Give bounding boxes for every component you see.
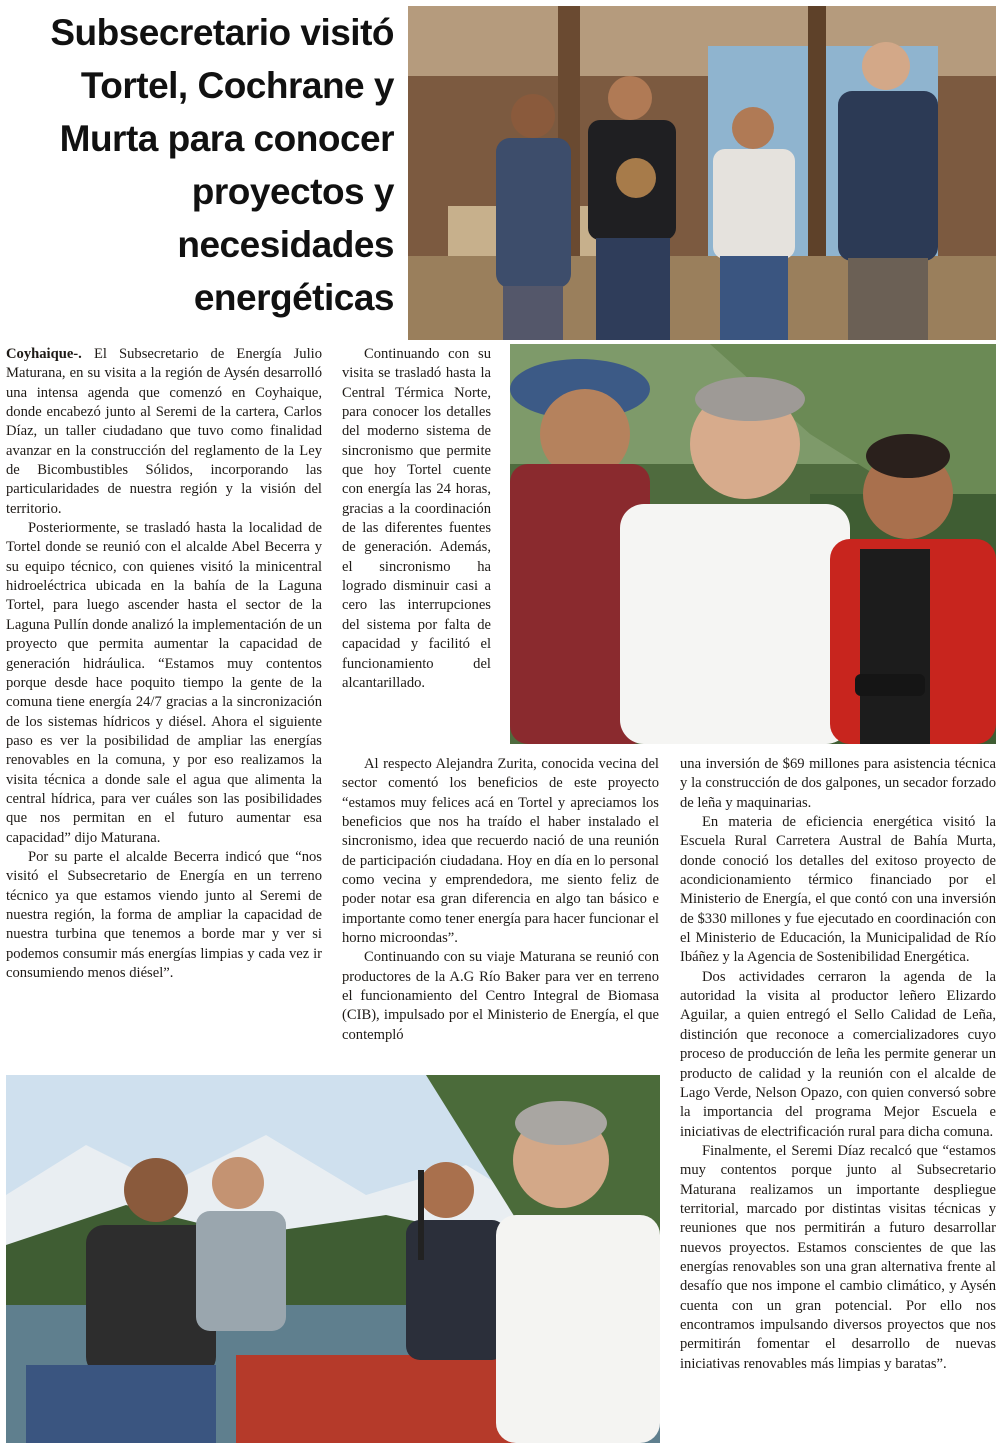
article-column-1 — [6, 345, 322, 1070]
paragraph: Al respecto Alejandra Zurita, conocida vecina del sector comentó los beneficios de este proyecto “estamos muy felices acá en Tortel y apreciamos los beneficios que nos ha traído el haber instalado el sincronismo, idea que recuerdo nació de una reunión de participación ciudadana. Hoy en día en lo personal como vecina y emprendedora, me siento feliz de poder notar esa gran diferencia en algo tan básico e importante como tener energía para hacer funcionar el horno microondas”. — [342, 756, 659, 947]
paragraph: Continuando con su visita se trasladó hasta la Central Térmica Norte, para conocer los detalles del moderno sistema de sincronismo que permite que hoy Tortel cuente con energía las 24 horas, gracias a la coordinación de las diferentes fuentes de generación. Además, el sincronismo ha logrado disminuir casi a cero las interrupciones del sistema por falta de capacidad y facilitó el funcionamiento del alcantarillado. — [342, 346, 491, 691]
article-column-2-bottom — [342, 755, 659, 1067]
paragraph: En materia de eficiencia energética visitó la Escuela Rural Carretera Austral de Bahía Murta, donde conoció los detalles del exitoso proyecto de acondicionamiento térmico financiado por el Ministerio de Energía, el que contó con una inversión de $330 millones y fue ejecutado en coordinación con el Ministerio de Educación, la Municipalidad de Río Ibáñez y la Agencia de Sostenibilidad Energética. — [680, 814, 996, 966]
photo-group-award — [408, 6, 996, 340]
headline: Subsecretario visitó Tortel, Cochrane y Murta para conocer proyectos y necesidades energéticas — [50, 12, 394, 318]
paragraph: Posteriormente, se trasladó hasta la localidad de Tortel donde se reunió con el alcalde Abel Becerra y su equipo técnico, con quienes visitó la minicentral hidroeléctrica ubicada en la bahía de la Laguna Tortel, para luego ascender hasta el sector de la Laguna Pullín donde analizó la implementación de un proyecto que permita aumentar la capacidad de generación hidráulica. “Estamos muy contentos porque desde hace poquito tiempo la gente de la comuna tiene energía 24/7 gracias a la sincronización de los sistemas hídricos y diésel. Ahora el siguiente paso es ver la posibilidad de ampliar las energías renovables en la comuna, y por eso realizamos la visita técnica a donde sale el agua que alimenta la central hídrica, para ver cuáles son las posibilidades que nos permitan en el futuro aumentar esa capacidad” dijo Maturana. — [6, 520, 322, 846]
article-column-3 — [680, 755, 996, 1445]
photo-device-inspection — [510, 344, 996, 744]
dateline: Coyhaique-. — [6, 346, 82, 362]
paragraph: Finalmente, el Seremi Díaz recalcó que “estamos muy contentos porque junto al Subsecretario Maturana realizamos un importante despliegue territorial, marcado por distintas visitas técnicas y reuniones que nos permitirán a futuro desarrollar nuevos proyectos. Estamos conscientes de que las energías renovables son una gran alternativa frente al desafío que nos impone el cambio climático, y Aysén cuenta con un gran potencial. Por ello nos encontramos impulsando diversos proyectos que nos permitirán fomentar el desarrollo de nuevas iniciativas renovables más limpias y baratas”. — [680, 1142, 996, 1372]
paragraph-text: El Subsecretario de Energía Julio Maturana, en su visita a la región de Aysén desarrolló una intensa agenda que comenzó en Coyhaique, donde encabezó junto al Seremi de la cartera, Carlos Díaz, un taller ciudadano que tuvo como finalidad avanzar en la construcción del reglamento de la Ley de Bicombustibles Sólidos, incorporando las particularidades de nuestra región y la visión del territorio. — [6, 346, 322, 517]
paragraph: Continuando con su viaje Maturana se reunió con productores de la A.G Río Baker para ver en terreno el funcionamiento del Centro Integral de Biomasa (CIB), impulsado por el Ministerio de Energía, el que contempló — [342, 949, 659, 1043]
paragraph: Dos actividades cerraron la agenda de la autoridad la visita al productor leñero Elizardo Aguilar, a quien entregó el Sello Calidad de Leña, distinción que reconoce a comercializadores cuyo proceso de producción de leña les permite generar un producto de calidad y la reunión con el alcalde de Lago Verde, Nelson Opazo, con quien conversó sobre la importancia del programa Mejor Escuela e iniciativas de electrificación rural para dicha comuna. — [680, 968, 996, 1140]
article-column-2-top — [342, 345, 491, 750]
paragraph: una inversión de $69 millones para asistencia técnica y la construcción de dos galpones, un secador forzado de leña y maquinarias. — [680, 756, 996, 811]
paragraph: Por su parte el alcalde Becerra indicó que “nos visitó el Subsecretario de Energía en un terreno técnico ya que estamos viendo junto al Seremi de nuestra región, la forma de ampliar la capacidad de nuestra turbina que tenemos a borde mar y ver si podemos consumir más energías limpias y cada vez ir consumiendo menos diésel”. — [6, 848, 322, 981]
paragraph — [6, 345, 322, 519]
photo-boat-lake — [6, 1075, 660, 1443]
